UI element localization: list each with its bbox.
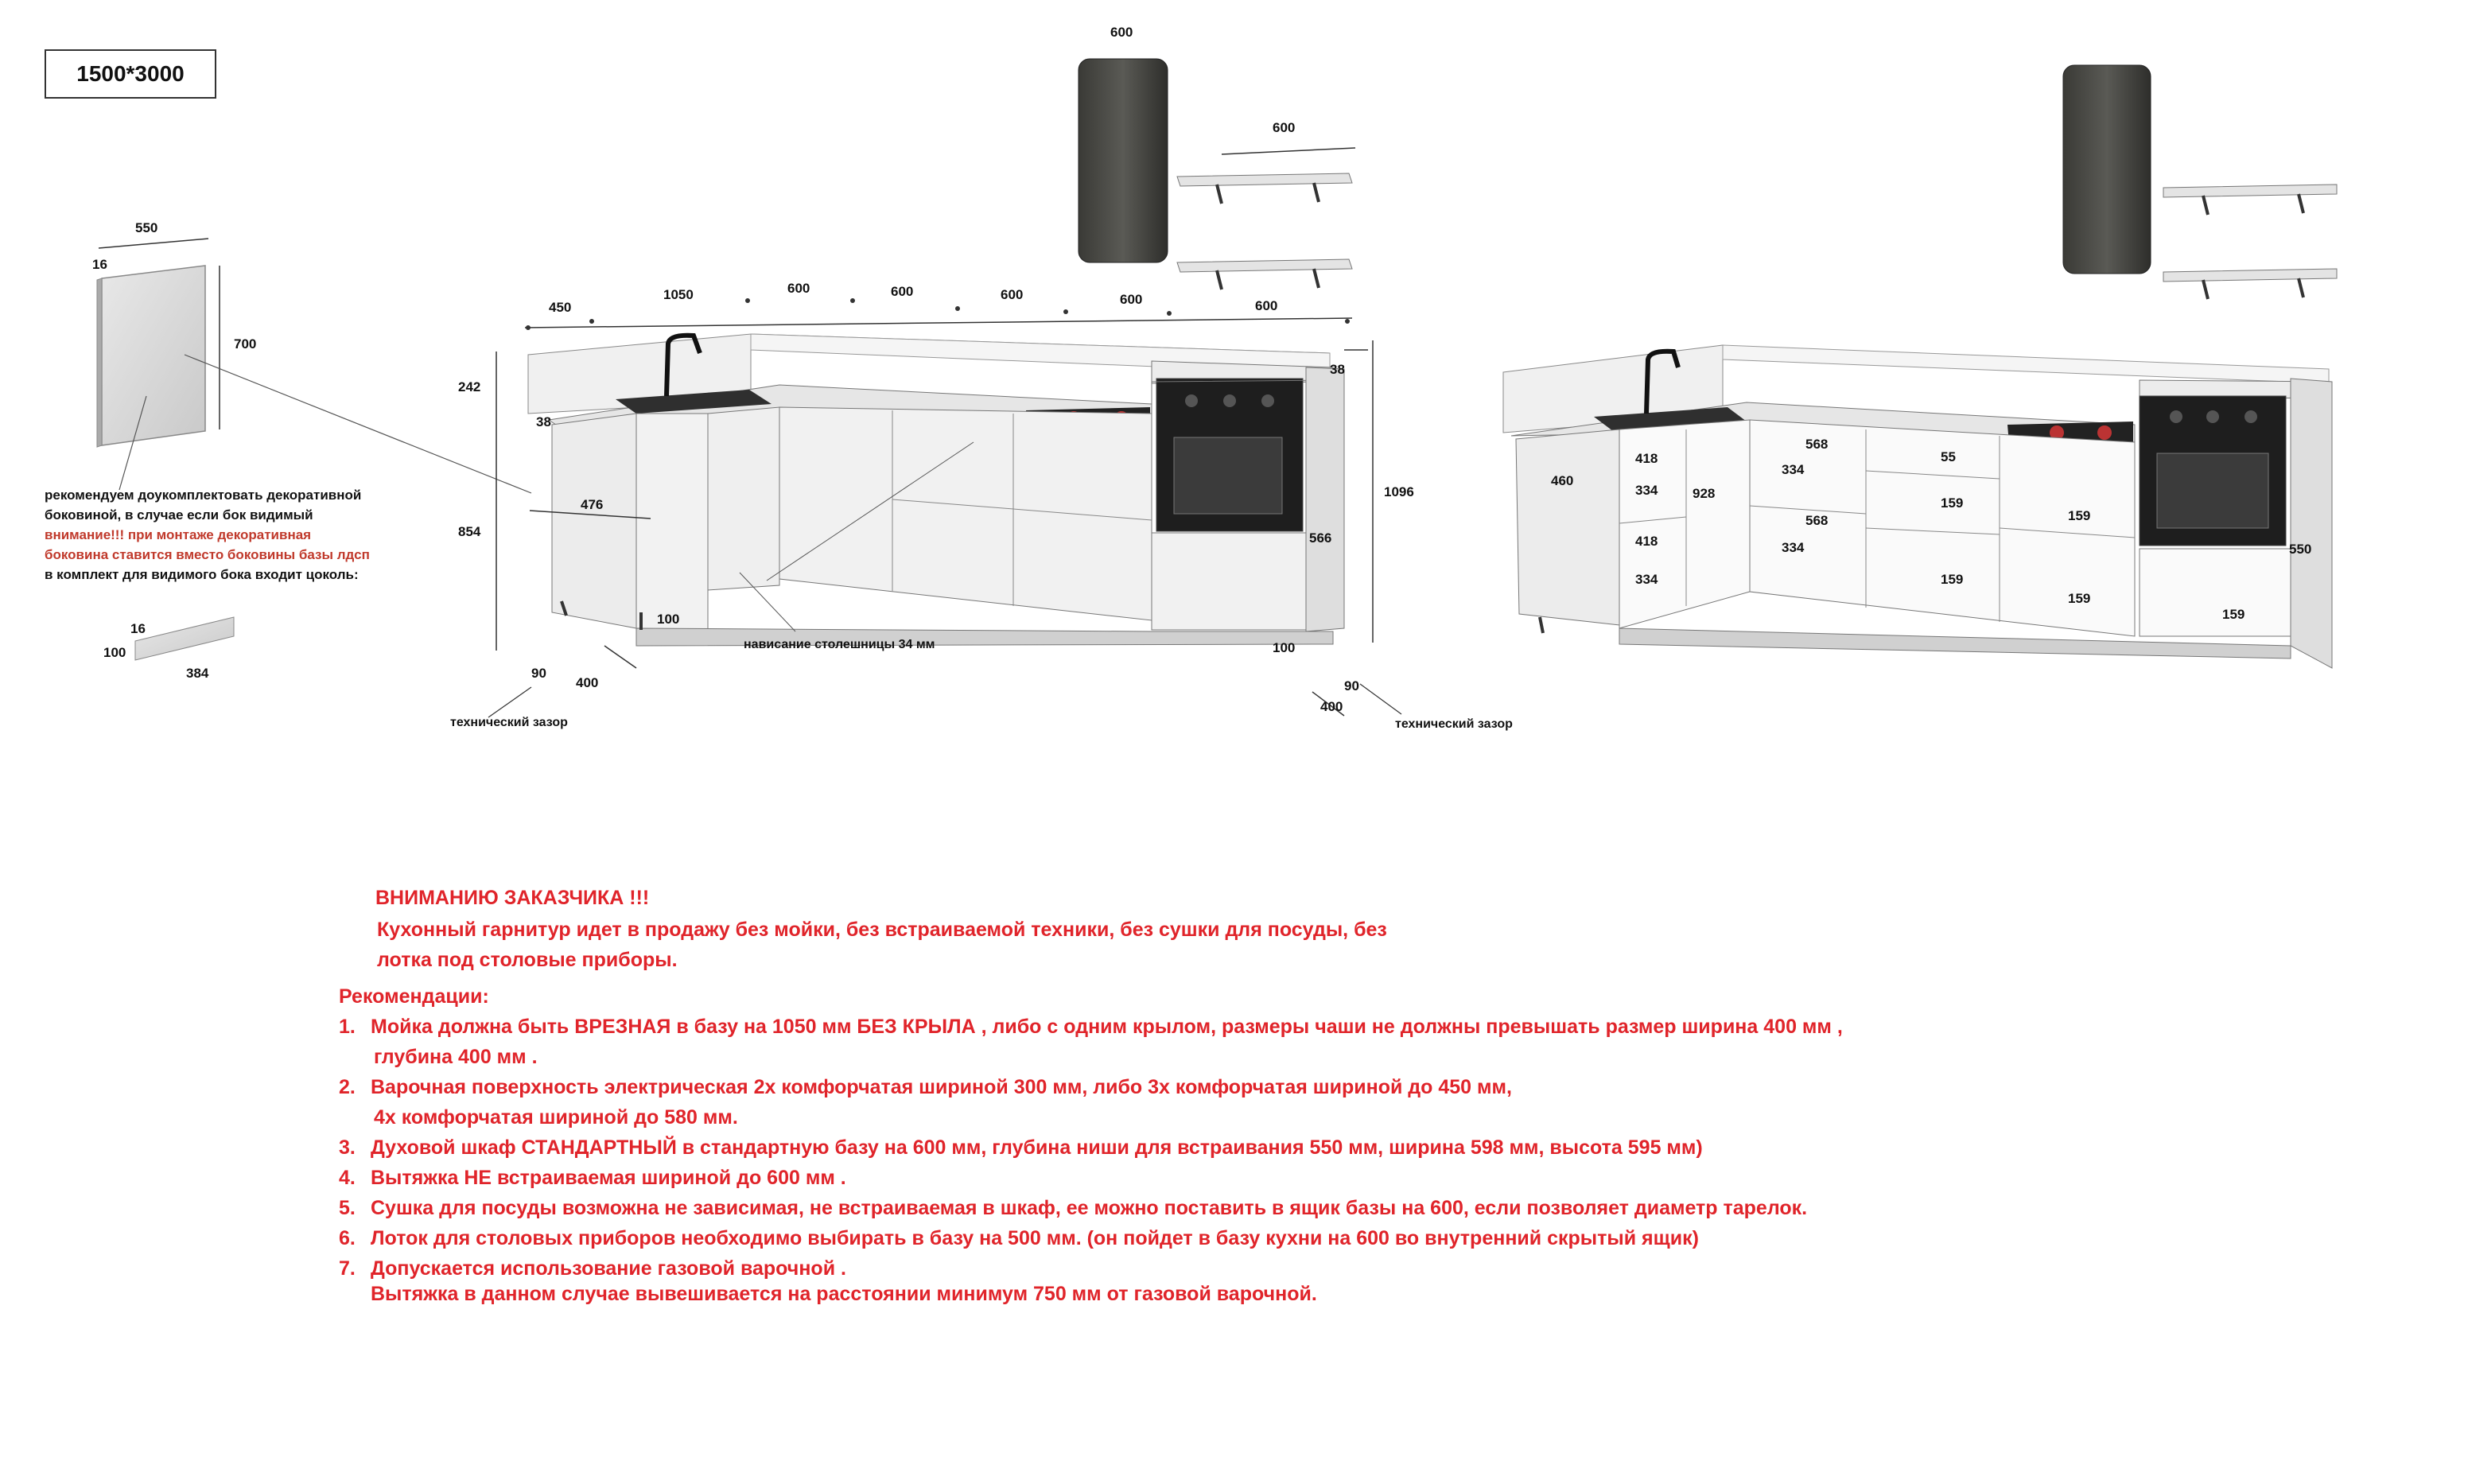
recommendations-list (339, 1012, 2009, 1284)
gap-label-left: технический зазор (450, 716, 568, 729)
top-width-4: 600 (891, 284, 914, 299)
sink-shelf-1: 568 (1805, 437, 1829, 452)
recommendation-line1: Допускается использование газовой варочной . (371, 1257, 846, 1280)
recommendation-num: 5. (339, 1197, 356, 1219)
recommendation-item (339, 1223, 2009, 1253)
side-panel-note (45, 485, 394, 585)
recommendation-num: 1. (339, 1016, 356, 1038)
wall-shelf-icon (1177, 120, 1355, 289)
plinth-length: 384 (186, 666, 209, 681)
side-note-warn2: боковина ставится вместо боковины базы лдсп (45, 547, 370, 562)
sink-shelf-2: 334 (1782, 462, 1805, 477)
side-note-line3: в комплект для видимого бока входит цоколь: (45, 567, 359, 582)
recommendation-item (339, 1012, 2009, 1072)
drawer-height-5: 159 (2068, 591, 2091, 606)
gap-left-depth: 400 (576, 675, 599, 690)
open-depth-right: 550 (2289, 542, 2312, 557)
recommendation-num: 2. (339, 1076, 356, 1098)
top-width-6: 600 (1120, 292, 1143, 307)
corner-width: 928 (1693, 486, 1716, 501)
recommendation-line1: Сушка для посуды возможна не зависимая, не встраиваемая в шкаф, ее можно поставить в ящик базы на 600, если позволяет диаметр тарелок. (371, 1197, 1808, 1219)
recommendation-line2: 4х комфорчатая шириной до 580 мм. (374, 1106, 738, 1129)
gap-label-right: технический зазор (1395, 717, 1513, 731)
corner-shelf-1: 418 (1635, 451, 1658, 466)
recommendation-item (339, 1193, 2009, 1223)
recommendation-line1: Лоток для столовых приборов необходимо выбирать в базу на 500 мм. (он пойдет в базу кухни на 600 во внутренний скрытый ящик) (371, 1227, 1699, 1249)
side-note-line2: боковиной, в случае если бок видимый (45, 507, 313, 523)
top-width-2: 1050 (663, 287, 694, 302)
sink-shelf-3: 568 (1805, 513, 1829, 528)
corner-shelf-4: 334 (1635, 572, 1658, 587)
recommendation-line2: глубина 400 мм . (374, 1046, 538, 1068)
corner-shelf-2: 334 (1635, 483, 1658, 498)
side-panel-thickness: 16 (92, 257, 107, 272)
side-note-line1: рекомендуем доукомплектовать декоративной (45, 488, 362, 503)
side-depth: 476 (581, 497, 604, 512)
sink-shelf-4: 334 (1782, 540, 1805, 555)
recommendation-num: 4. (339, 1167, 356, 1189)
hood-width: 600 (1110, 25, 1133, 40)
side-note-warn1: внимание!!! при монтаже декоративная (45, 527, 312, 542)
recommendation-num: 3. (339, 1136, 356, 1159)
top-offset-left: 38 (536, 414, 551, 429)
corner-shelf-3: 418 (1635, 534, 1658, 549)
warning-title: ВНИМАНИЮ ЗАКАЗЧИКА !!! (375, 887, 650, 909)
drawer-height-3: 159 (1941, 572, 1964, 587)
top-width-3: 600 (787, 281, 810, 296)
recommendation-line1: Духовой шкаф СТАНДАРТНЫЙ в стандартную базу на 600 мм, глубина ниши для встраивания 550 мм, ширина 598 мм, высота 595 мм) (371, 1136, 1703, 1159)
hood-icon-open (2063, 65, 2151, 274)
total-height: 1096 (1384, 484, 1414, 499)
overhang-label: нависание столешницы 34 мм (744, 638, 935, 651)
recommendation-num: 6. (339, 1227, 356, 1249)
drawer-height-4: 159 (2068, 508, 2091, 523)
top-width-5: 600 (1001, 287, 1024, 302)
wall-shelf-icon-open (2163, 185, 2337, 299)
top-offset-right: 38 (1330, 362, 1345, 377)
backsplash-height: 242 (458, 379, 481, 394)
plinth-height-right: 100 (1273, 640, 1296, 655)
recommendation-line1: Варочная поверхность электрическая 2х комфорчатая шириной 300 мм, либо 3х комфорчатая шириной до 450 мм, (371, 1076, 1512, 1098)
side-panel-height: 700 (234, 336, 257, 352)
gap-right-depth: 400 (1320, 699, 1343, 714)
plinth-thickness: 16 (130, 621, 146, 636)
drawer-height-6: 159 (2222, 607, 2245, 622)
recommendation-item (339, 1072, 2009, 1132)
right-depth: 566 (1309, 530, 1332, 546)
drawer-height-1: 55 (1941, 449, 1956, 464)
warning-body (377, 915, 1506, 975)
recommendations-title: Рекомендации: (339, 985, 489, 1008)
size-label: 1500*3000 (45, 49, 216, 99)
plinth-height: 100 (103, 645, 126, 660)
kitchen-closed-view (458, 25, 1414, 717)
recommendation-item (339, 1163, 2009, 1193)
side-panel-drawing (92, 220, 531, 493)
side-panel-width: 550 (135, 220, 158, 235)
warning-line2: лотка под столовые приборы. (377, 949, 678, 971)
recommendation-line1: Мойка должна быть ВРЕЗНАЯ в базу на 1050 мм БЕЗ КРЫЛА , либо с одним крылом, размеры чаши не должны превышать размер ширина 400 мм , (371, 1016, 1843, 1038)
recommendation-item (339, 1132, 2009, 1163)
recommendation-line1: Вытяжка НЕ встраиваемая шириной до 600 мм . (371, 1167, 846, 1189)
drawer-height-2: 159 (1941, 495, 1964, 511)
gap-left: 90 (531, 666, 546, 681)
top-width-7: 600 (1255, 298, 1278, 313)
plinth-drawing (103, 617, 234, 681)
kitchen-open-view (1503, 65, 2337, 668)
base-height: 854 (458, 524, 481, 539)
hood-icon (1079, 59, 1168, 262)
warning-line1: Кухонный гарнитур идет в продажу без мойки, без встраиваемой техники, без сушки для посуды, без (377, 919, 1387, 941)
plinth-height-left: 100 (657, 612, 680, 627)
recommendation-num: 7. (339, 1257, 356, 1280)
gap-right: 90 (1344, 678, 1359, 693)
recommendation-extra: Вытяжка в данном случае вывешивается на расстоянии минимум 750 мм от газовой варочной. (371, 1283, 1317, 1305)
open-depth-left: 460 (1551, 473, 1574, 488)
top-width-1: 450 (549, 300, 572, 315)
shelf-width: 600 (1273, 120, 1296, 135)
